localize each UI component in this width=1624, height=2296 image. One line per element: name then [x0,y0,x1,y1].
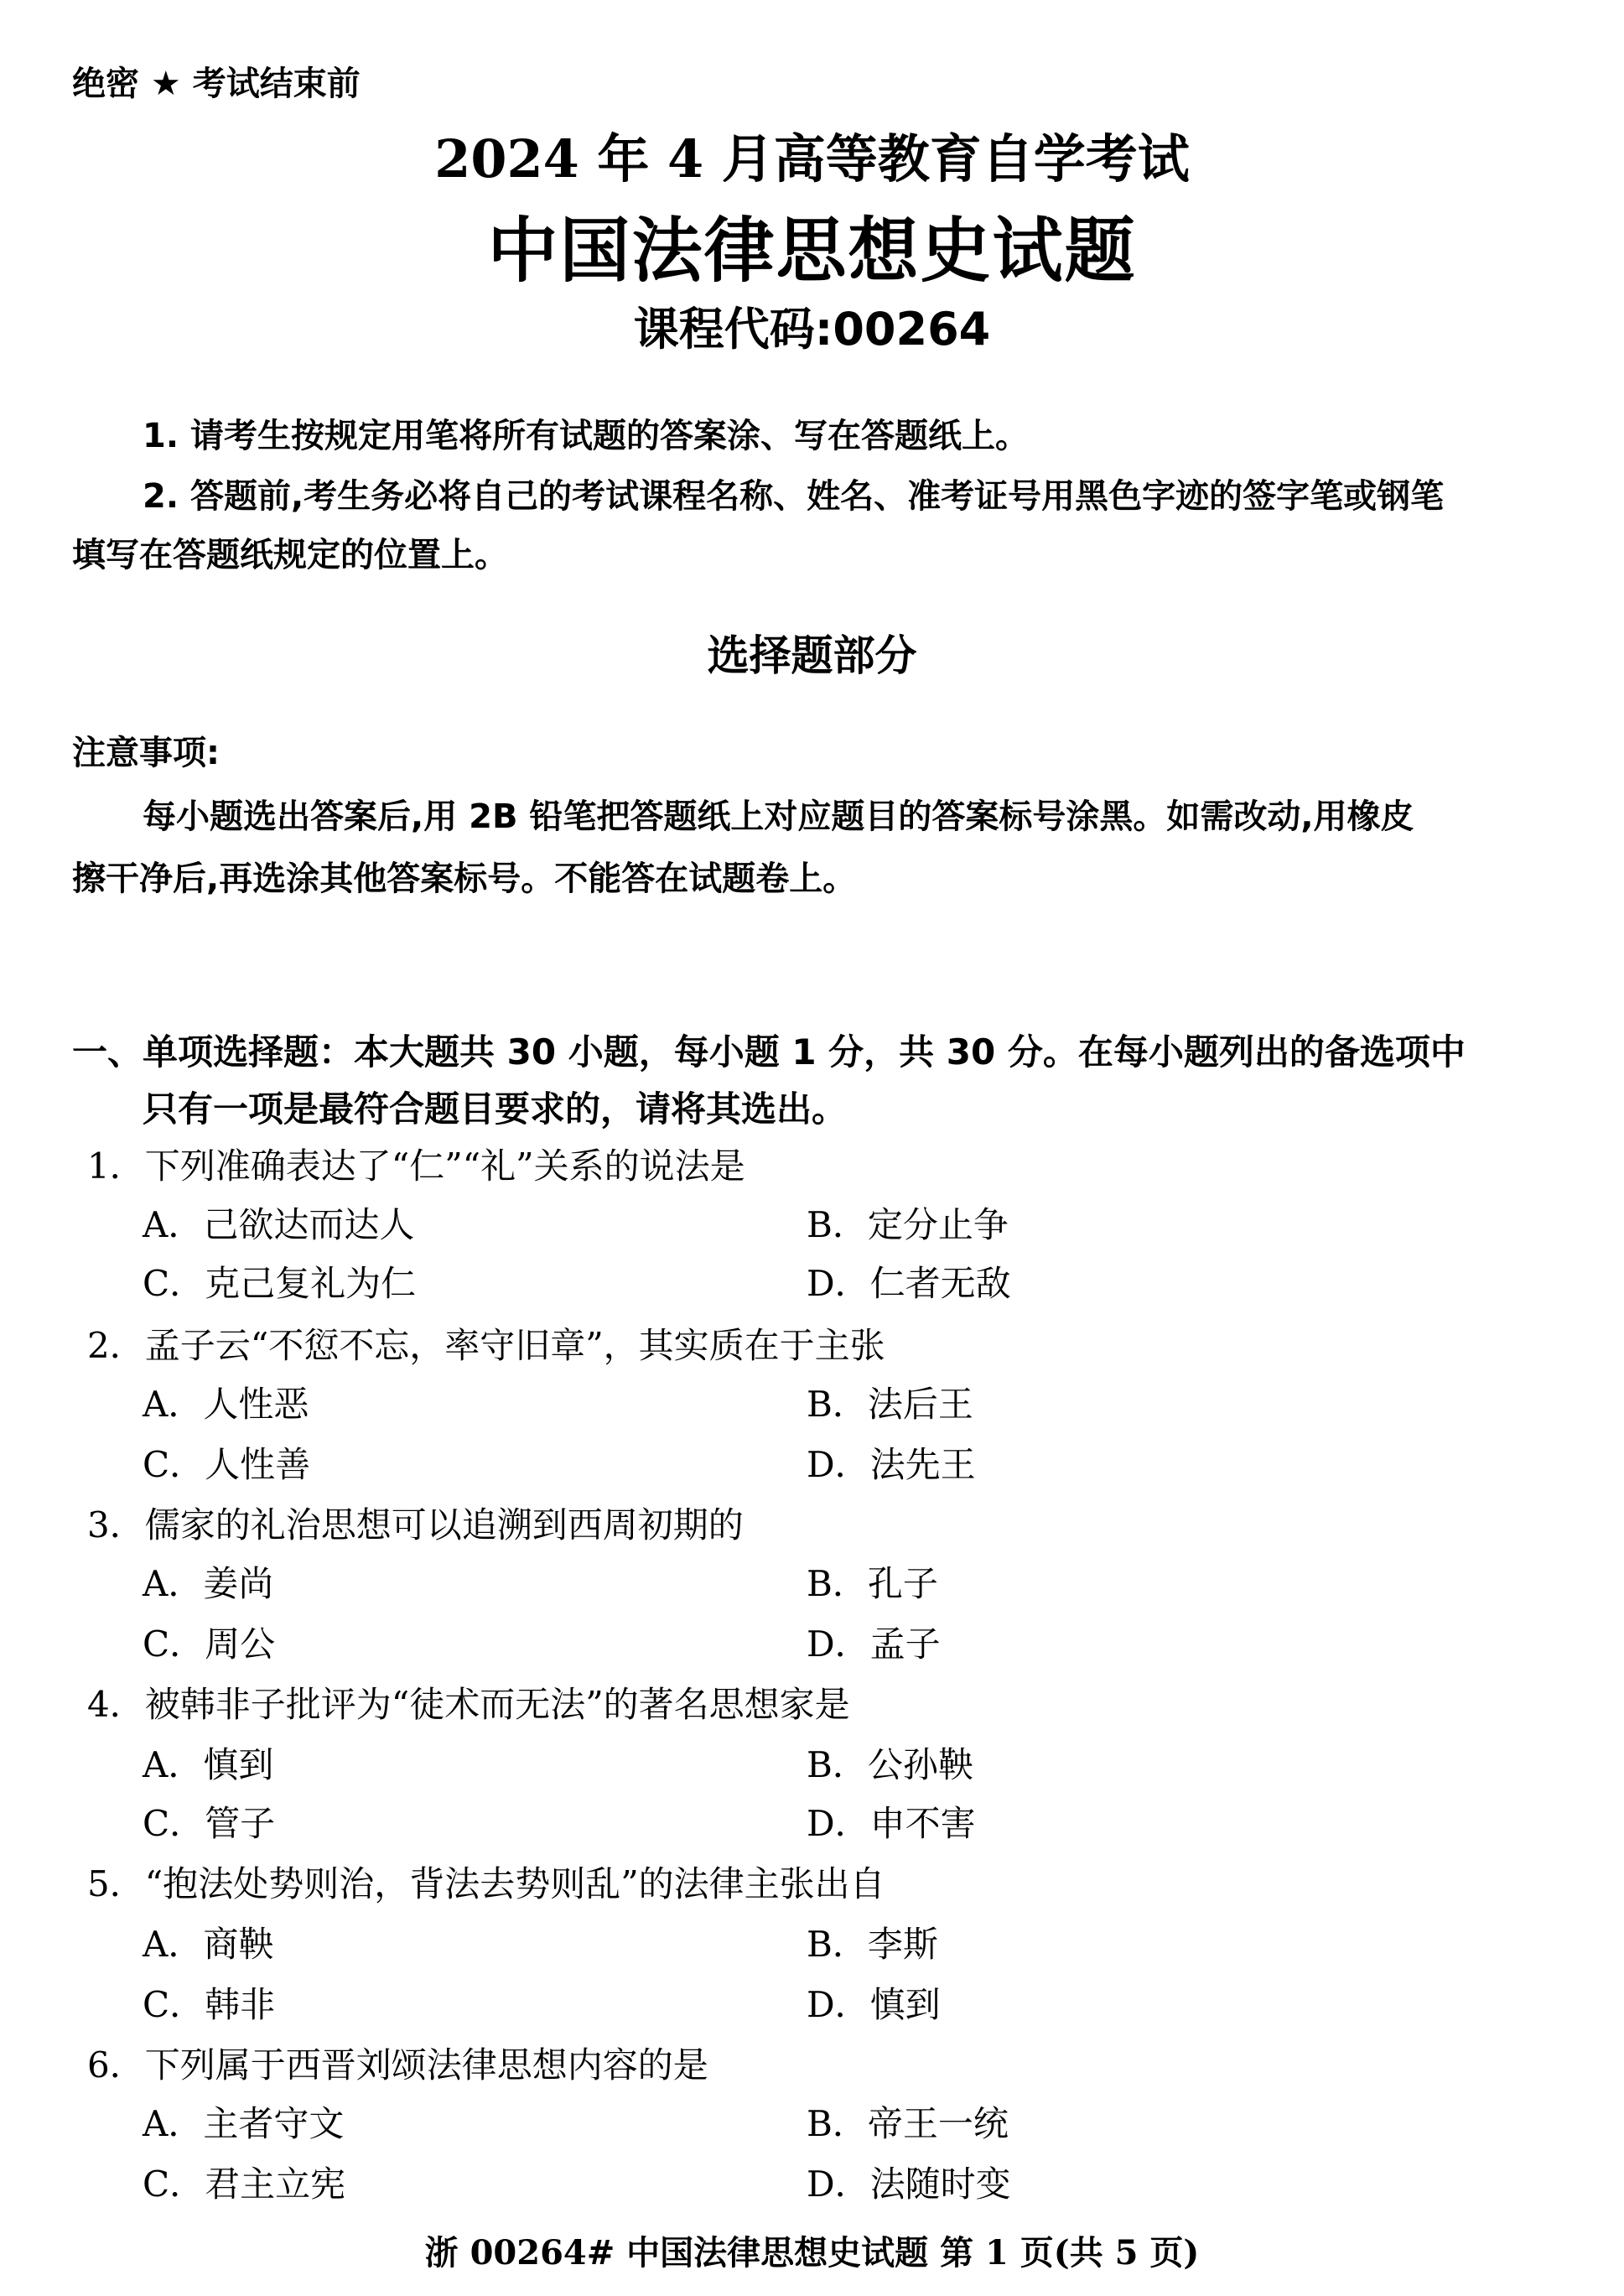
option-b: B．定分止争 [807,1204,1009,1245]
option-d: D．申不害 [807,1803,976,1844]
option-c: C．管子 [143,1803,276,1844]
notice-line-1: 每小题选出答案后,用 2B 铅笔把答题纸上对应题目的答案标号涂黑。如需改动,用橡皮 [143,797,1414,836]
instruction-2-line2: 填写在答题纸规定的位置上。 [72,536,508,574]
option-d: D．孟子 [807,1623,941,1665]
option-b: B．法后王 [807,1384,973,1425]
instruction-1: 1. 请考生按规定用笔将所有试题的答案涂、写在答题纸上。 [143,417,1029,455]
instruction-2-line1: 2. 答题前,考生务必将自己的考试课程名称、姓名、准考证号用黑色字迹的签字笔或钢笔 [143,477,1445,516]
option-a: A．慎到 [143,1744,274,1785]
notice-line-2: 擦干净后,再选涂其他答案标号。不能答在试题卷上。 [72,860,857,898]
question-stem: 3．儒家的礼治思想可以追溯到西周初期的 [87,1504,744,1545]
section-title: 选择题部分 [707,631,917,680]
option-b: B．李斯 [807,1924,938,1965]
part-heading-line2: 只有一项是最符合题目要求的，请将其选出。 [143,1088,848,1130]
question-stem: 4．被韩非子批评为“徒术而无法”的著名思想家是 [87,1684,850,1725]
option-b: B．帝王一统 [807,2103,1009,2144]
option-d: D．法随时变 [807,2164,1011,2205]
option-c: C．周公 [143,1623,276,1665]
option-d: D．仁者无敌 [807,1263,1011,1304]
option-b: B．孔子 [807,1563,938,1604]
option-c: C．韩非 [143,1984,276,2025]
option-c: C．人性善 [143,1444,311,1485]
option-a: A．人性恶 [143,1384,309,1425]
part-heading-line1: 一、单项选择题：本大题共 30 小题，每小题 1 分，共 30 分。在每小题列出的备选项中 [72,1031,1466,1073]
subject-title: 中国法律思想史试题 [487,210,1137,292]
page-footer: 浙 00264# 中国法律思想史试题 第 1 页(共 5 页) [424,2233,1200,2273]
option-c: C．君主立宪 [143,2164,346,2205]
option-a: A．己欲达而达人 [143,1204,415,1245]
question-stem: 5．“抱法处势则治，背法去势则乱”的法律主张出自 [87,1863,885,1904]
option-a: A．主者守文 [143,2103,345,2144]
exam-title: 2024 年 4 月高等教育自学考试 [434,128,1190,190]
question-stem: 1．下列准确表达了“仁”“礼”关系的说法是 [87,1145,745,1187]
question-stem: 2．孟子云“不愆不忘，率守旧章”，其实质在于主张 [87,1325,885,1366]
option-c: C．克己复礼为仁 [143,1263,417,1304]
option-a: A．姜尚 [143,1563,274,1604]
notice-heading: 注意事项: [72,734,220,772]
option-d: D．法先王 [807,1444,976,1485]
course-code: 课程代码:00264 [633,303,991,356]
option-b: B．公孙鞅 [807,1744,973,1785]
option-d: D．慎到 [807,1984,941,2025]
question-stem: 6．下列属于西晋刘颂法律思想内容的是 [87,2044,708,2086]
secret-mark: 绝密 ★ 考试结束前 [72,65,361,103]
option-a: A．商鞅 [143,1924,274,1965]
